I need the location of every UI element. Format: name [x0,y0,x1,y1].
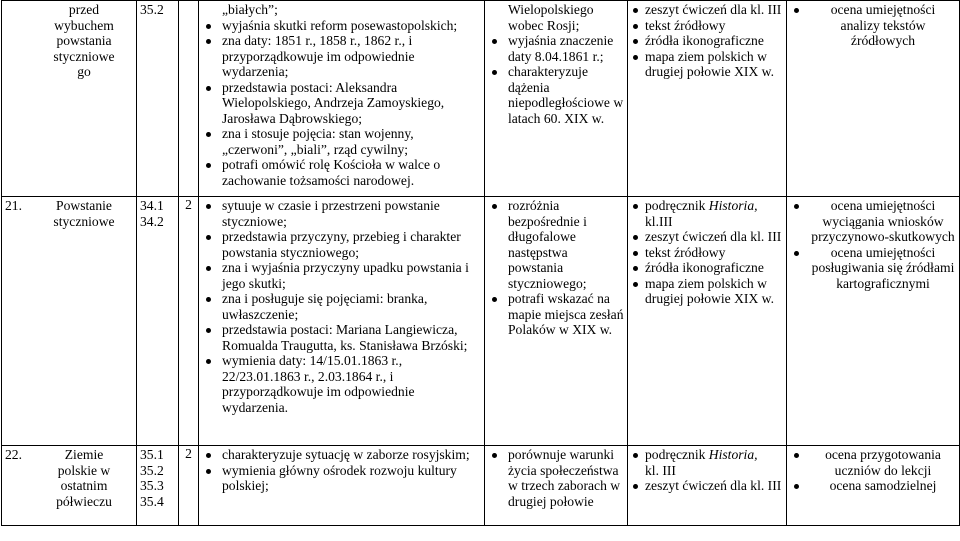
assessment-cell [787,1,960,197]
lesson-title-line: Ziemie [64,447,104,462]
curriculum-code: 35.4 [140,493,164,509]
list-item: sytuuje w czasie i przestrzeni powstanie styczniowe; [202,198,481,229]
list-item: ocena umiejętności posługiwania się źródłami kartograficznymi [790,245,956,292]
list-item: zna i posługuje się pojęciami: branka, uwłaszczenie; [202,291,481,322]
list-item: charakteryzuje sytuację w zaborze rosyjskim; [202,447,481,463]
textbook-title: Historia, [708,198,758,213]
list-item: ocena umiejętności wyciągania wniosków przyczynowo-skutkowych [790,198,956,245]
table-row [2,1,960,197]
lesson-title [35,447,133,509]
list-item: wyjaśnia znaczenie daty 8.04.1861 r.; [488,33,624,64]
curriculum-table [1,0,960,526]
list-item: charakteryzuje dążenia niepodległościowe w latach 60. XIX w. [488,64,624,126]
lesson-cell [2,1,137,197]
lesson-title-line: styczniowe [53,48,115,64]
lesson-title-line: wybuchem [54,17,114,33]
list-item: „białych”; [222,2,278,17]
list-item: zeszyt ćwiczeń dla kl. III [631,2,783,18]
textbook-label: podręcznik [645,198,709,213]
lesson-number: 22. [5,447,22,462]
curriculum-codes [137,197,179,446]
list-item: zna i stosuje pojęcia: stan wojenny, „czerwoni”, „biali”, rząd cywilny; [202,126,481,157]
list-item [631,447,783,478]
lesson-title-line: go [77,64,91,79]
list-item: ocena samodzielnej [790,478,956,494]
list-item: tekst źródłowy [631,18,783,34]
list-item: tekst źródłowy [631,245,783,261]
list-item: zeszyt ćwiczeń dla kl. III [631,229,783,245]
lesson-number: 21. [5,198,22,213]
class-label: kl.III [645,213,673,229]
list-item: ocena umiejętności analizy tekstów źródłowych [790,2,956,49]
requirements-cell [199,197,485,446]
table-row [2,197,960,446]
lesson-title-line: powstania [56,33,112,48]
hours-count: 2 [179,446,199,526]
materials-cell [628,197,787,446]
list-item: ocena przygotowania uczniów do lekcji [790,447,956,478]
list-item: potrafi wskazać na mapie miejsca zesłań Polaków w XIX w. [488,291,624,338]
list-item: wymienia główny ośrodek rozwoju kultury polskiej; [202,463,481,494]
curriculum-code: 35.1 [140,447,164,462]
skills-cell [485,1,628,197]
lesson-cell [2,197,137,446]
list-item: źródła ikonograficzne [631,260,783,276]
materials-cell [628,446,787,526]
skills-cell [485,446,628,526]
list-item [631,198,783,229]
list-item: wymienia daty: 14/15.01.1863 r., 22/23.01.1863 r., 2.03.1864 r., i przyporządkowuje im odpowiednie wydarzenia. [202,353,481,415]
table-row [2,446,960,526]
curriculum-codes [137,1,179,197]
list-item: mapa ziem polskich w drugiej połowie XIX w. [631,276,783,307]
curriculum-code: 35.2 [140,462,164,478]
requirements-cell [199,446,485,526]
lesson-title-line: przed [68,2,100,17]
list-item: porównuje warunki życia społeczeństwa w trzech zaborach w drugiej połowie [488,447,624,509]
list-item: zeszyt ćwiczeń dla kl. III [631,478,783,494]
list-item: zna i wyjaśnia przyczyny upadku powstania i jego skutki; [202,260,481,291]
lesson-title-line: Powstanie [56,198,112,213]
lesson-title-line: polskie w [57,462,111,478]
list-item: wyjaśnia skutki reform posewastopolskich; [202,18,481,34]
lesson-title-line: półwieczu [56,493,112,509]
lesson-cell [2,446,137,526]
curriculum-code: 34.2 [140,213,164,229]
list-item: przedstawia postaci: Aleksandra Wielopolskiego, Andrzeja Zamoyskiego, Jarosława Dąbrowskiego; [202,80,481,127]
lesson-title-line: ostatnim [60,478,108,493]
list-item: mapa ziem polskich w drugiej połowie XIX w. [631,49,783,80]
list-item: potrafi omówić rolę Kościoła w walce o zachowanie tożsamości narodowej. [202,157,481,188]
curriculum-codes [137,446,179,526]
lesson-title [35,2,133,80]
lesson-number [5,2,35,80]
curriculum-code: 35.2 [140,2,164,17]
list-item: Wielopolskiego wobec Rosji; [508,2,594,33]
list-item: przedstawia przyczyny, przebieg i charakter powstania styczniowego; [202,229,481,260]
textbook-title: Historia, [708,447,758,462]
class-label: kl. III [645,462,676,478]
textbook-label: podręcznik [645,447,709,462]
list-item: rozróżnia bezpośrednie i długofalowe następstwa powstania styczniowego; [488,198,624,291]
curriculum-code: 35.3 [140,478,164,493]
assessment-cell [787,197,960,446]
list-item: przedstawia postaci: Mariana Langiewicza, Romualda Traugutta, ks. Stanisława Brzóski; [202,322,481,353]
assessment-cell [787,446,960,526]
hours-count [179,1,199,197]
lesson-title-line: styczniowe [53,213,115,229]
materials-cell [628,1,787,197]
list-item: źródła ikonograficzne [631,33,783,49]
list-item: zna daty: 1851 r., 1858 r., 1862 r., i przyporządkowuje im odpowiednie wydarzenia; [202,33,481,80]
curriculum-code: 34.1 [140,198,164,213]
lesson-title [35,198,133,229]
skills-cell [485,197,628,446]
hours-count: 2 [179,197,199,446]
requirements-cell [199,1,485,197]
